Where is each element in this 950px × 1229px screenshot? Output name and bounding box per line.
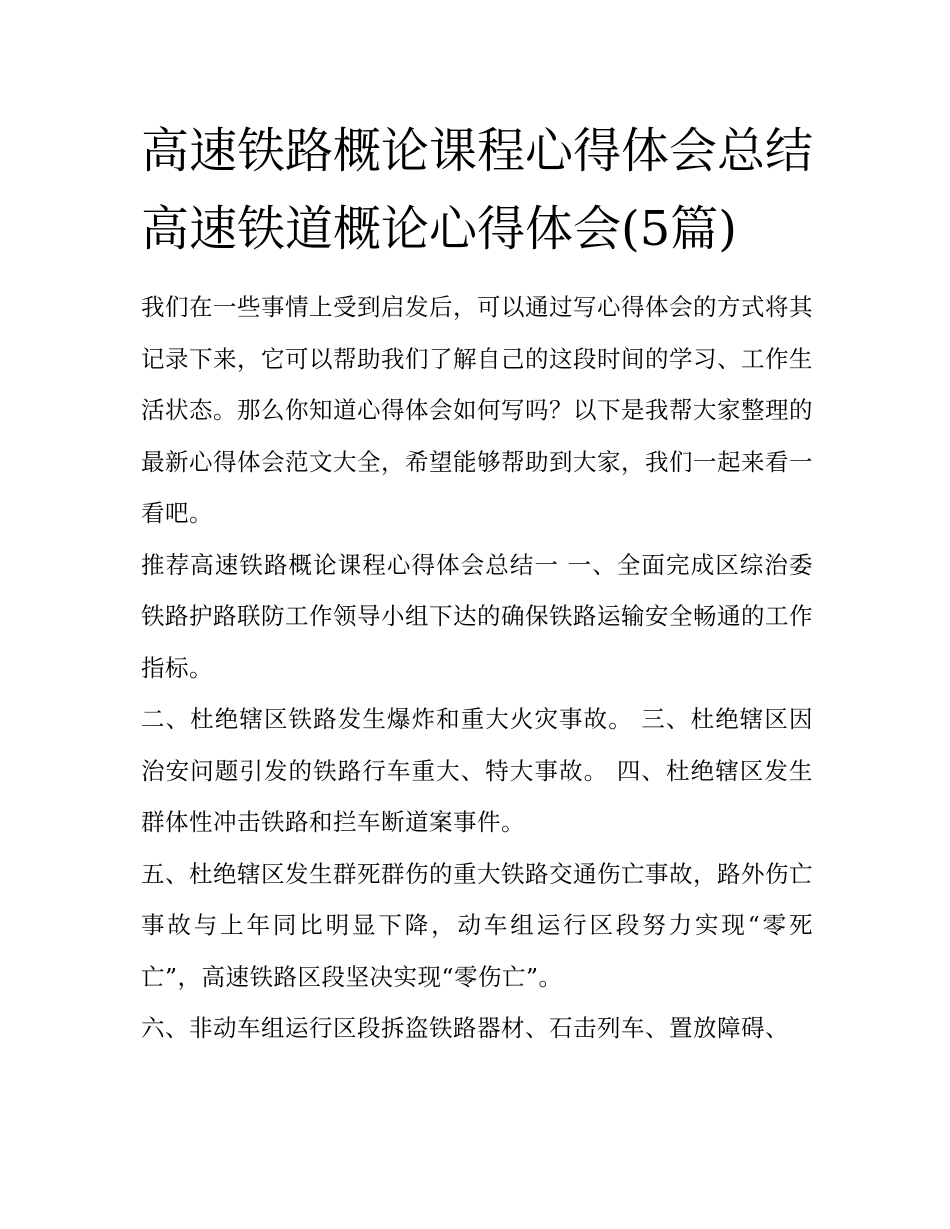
document-title: 高速铁路概论课程心得体会总结 高速铁道概论心得体会(5篇): [141, 123, 814, 257]
body-paragraph: 二、杜绝辖区铁路发生爆炸和重大火灾事故。 三、杜绝辖区因治安问题引发的铁路行车重大、特大事故。 四、杜绝辖区发生群体性冲击铁路和拦车断道案事件。: [141, 705, 813, 836]
intro-paragraph: 我们在一些事情上受到启发后，可以通过写心得体会的方式将其记录下来，它可以帮助我们了解自己的这段时间的学习、工作生活状态。那么你知道心得体会如何写吗？以下是我帮大家整理的最新心得体会范文大全，希望能够帮助到大家，我们一起来看一看吧。: [141, 293, 813, 527]
body-paragraph: 六、非动车组运行区段拆盗铁路器材、石击列车、置放障碍、: [141, 1014, 789, 1042]
body-paragraph: 五、杜绝辖区发生群死群伤的重大铁路交通伤亡事故，路外伤亡事故与上年同比明显下降，动车组运行区段努力实现“零死亡”，高速铁路区段坚决实现“零伤亡”。: [141, 859, 813, 991]
document-page: [141, 112, 813, 1055]
body-paragraph: 推荐高速铁路概论课程心得体会总结一 一、全面完成区综治委铁路护路联防工作领导小组下达的确保铁路运输安全畅通的工作指标。: [141, 550, 813, 682]
